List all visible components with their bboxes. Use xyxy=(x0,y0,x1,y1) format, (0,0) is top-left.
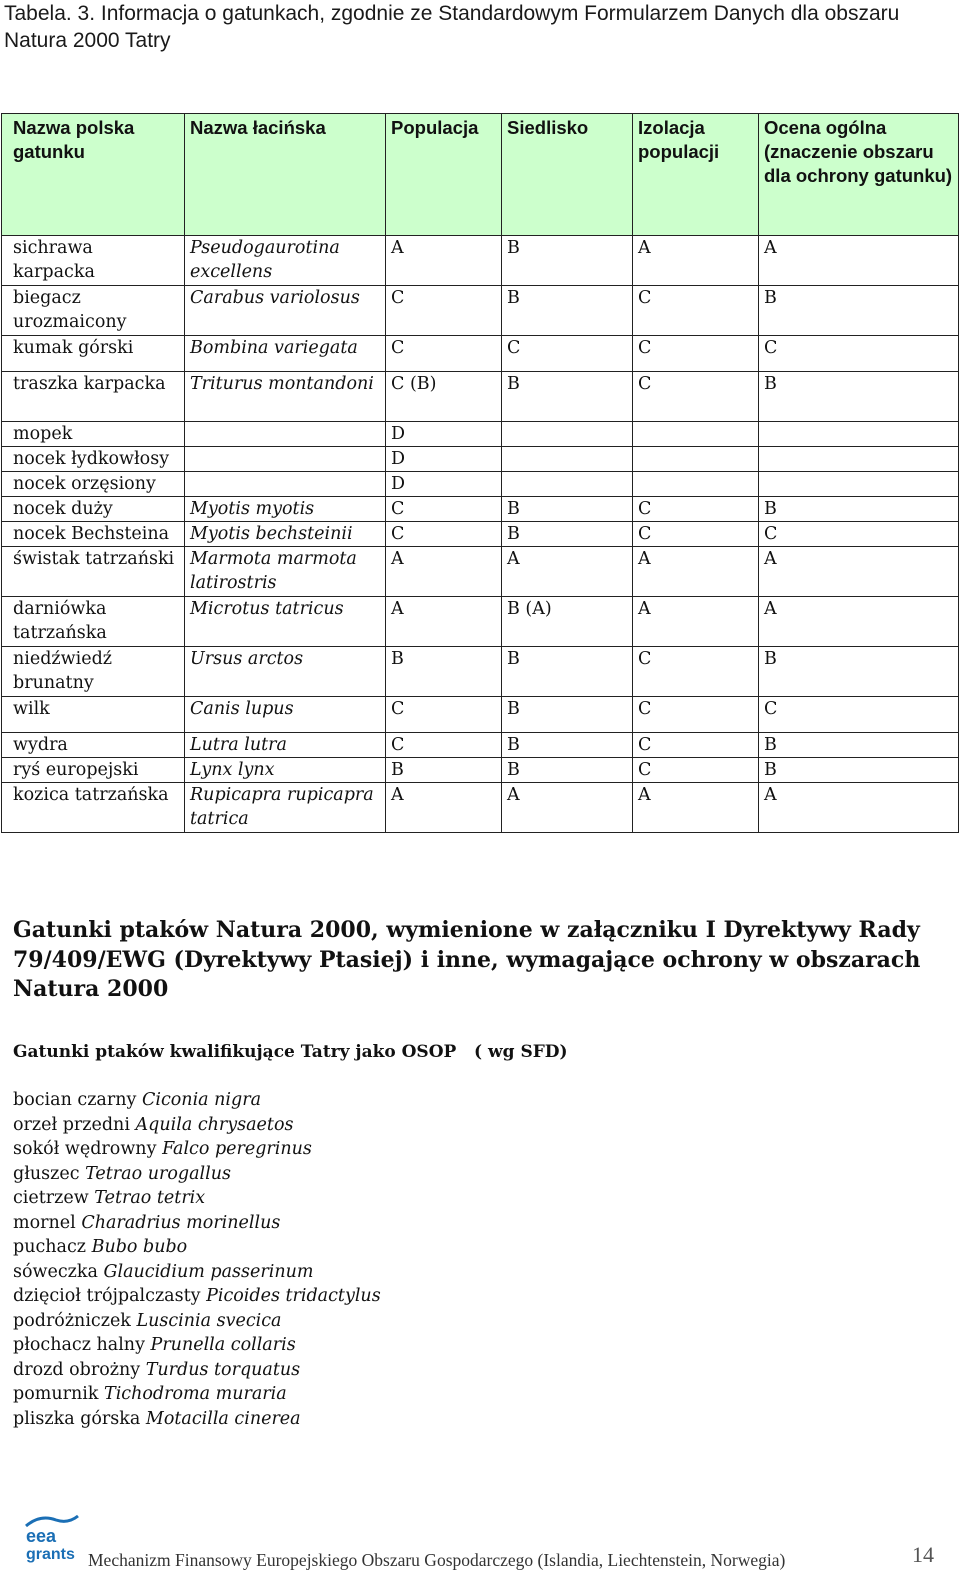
cell-habitat: C xyxy=(502,336,633,372)
cell-isolation: C xyxy=(633,336,759,372)
list-item xyxy=(13,1162,381,1187)
cell-habitat: B xyxy=(502,286,633,336)
cell-polish-name: nocek łydkowłosy xyxy=(2,447,185,472)
table-row xyxy=(2,236,959,286)
cell-isolation: A xyxy=(633,597,759,647)
cell-latin-name: Canis lupus xyxy=(185,697,386,733)
cell-isolation: C xyxy=(633,733,759,758)
cell-isolation xyxy=(633,447,759,472)
cell-habitat: B xyxy=(502,697,633,733)
table-row xyxy=(2,547,959,597)
cell-isolation: C xyxy=(633,497,759,522)
cell-polish-name: nocek duży xyxy=(2,497,185,522)
table-body xyxy=(2,236,959,833)
cell-overall-assessment: B xyxy=(759,497,959,522)
cell-population: C xyxy=(386,286,502,336)
cell-overall-assessment xyxy=(759,447,959,472)
cell-habitat: A xyxy=(502,783,633,833)
bird-polish-name: podróżniczek xyxy=(13,1310,131,1331)
cell-polish-name: biegacz urozmaicony xyxy=(2,286,185,336)
cell-overall-assessment: A xyxy=(759,547,959,597)
cell-isolation: C xyxy=(633,647,759,697)
cell-latin-name: Lynx lynx xyxy=(185,758,386,783)
bird-latin-name: Tichodroma muraria xyxy=(104,1384,287,1404)
cell-overall-assessment: C xyxy=(759,522,959,547)
cell-latin-name: Myotis bechsteinii xyxy=(185,522,386,547)
eea-grants-logo xyxy=(20,1512,84,1564)
cell-latin-name: Pseudogaurotina excellens xyxy=(185,236,386,286)
page-footer xyxy=(0,1504,960,1584)
bird-polish-name: pomurnik xyxy=(13,1384,99,1404)
cell-overall-assessment: B xyxy=(759,758,959,783)
table-header xyxy=(2,114,959,236)
table-row xyxy=(2,522,959,547)
table-row xyxy=(2,447,959,472)
cell-polish-name: mopek xyxy=(2,422,185,447)
list-item xyxy=(13,1309,381,1334)
table-row xyxy=(2,422,959,447)
cell-population: A xyxy=(386,597,502,647)
cell-overall-assessment: C xyxy=(759,697,959,733)
cell-isolation: A xyxy=(633,783,759,833)
cell-isolation: C xyxy=(633,697,759,733)
cell-latin-name: Rupicapra rupicapra tatrica xyxy=(185,783,386,833)
bird-latin-name: Aquila chrysaetos xyxy=(135,1114,294,1135)
page-title: Tabela. 3. Informacja o gatunkach, zgodnie ze Standardowym Formularzem Danych dla obszaru Natura 2000 Tatry xyxy=(4,2,900,52)
cell-habitat xyxy=(502,472,633,497)
bird-polish-name: orzeł przedni xyxy=(13,1114,130,1135)
bird-polish-name: pliszka górska xyxy=(13,1408,141,1429)
col-header-habitat: Siedlisko xyxy=(502,114,633,236)
bird-polish-name: cietrzew xyxy=(13,1188,89,1208)
col-header-overall-assessment: Ocena ogólna (znaczenie obszaru dla ochrony gatunku) xyxy=(759,114,959,236)
cell-population: B xyxy=(386,647,502,697)
cell-isolation: C xyxy=(633,372,759,422)
cell-polish-name: traszka karpacka xyxy=(2,372,185,422)
cell-population: D xyxy=(386,472,502,497)
list-item xyxy=(13,1088,381,1113)
cell-polish-name: nocek orzęsiony xyxy=(2,472,185,497)
bird-polish-name: drozd obrożny xyxy=(13,1359,141,1380)
cell-isolation xyxy=(633,472,759,497)
cell-polish-name: sichrawa karpacka xyxy=(2,236,185,286)
species-table xyxy=(1,113,959,833)
bird-latin-name: Tetrao urogallus xyxy=(85,1163,231,1184)
cell-isolation: A xyxy=(633,547,759,597)
cell-overall-assessment: A xyxy=(759,783,959,833)
table-row xyxy=(2,758,959,783)
table-row xyxy=(2,497,959,522)
cell-habitat: B (A) xyxy=(502,597,633,647)
table-row xyxy=(2,472,959,497)
cell-habitat: B xyxy=(502,758,633,783)
list-item xyxy=(13,1235,381,1260)
cell-habitat: B xyxy=(502,372,633,422)
table-row xyxy=(2,733,959,758)
cell-latin-name: Microtus tatricus xyxy=(185,597,386,647)
bird-polish-name: mornel xyxy=(13,1212,76,1233)
col-header-latin-name: Nazwa łacińska xyxy=(185,114,386,236)
cell-isolation: A xyxy=(633,236,759,286)
logo-text-eea: eea xyxy=(26,1526,57,1546)
bird-polish-name: sóweczka xyxy=(13,1261,98,1282)
cell-polish-name: kozica tatrzańska xyxy=(2,783,185,833)
cell-population: C xyxy=(386,522,502,547)
cell-latin-name xyxy=(185,472,386,497)
table-row xyxy=(2,372,959,422)
cell-overall-assessment: A xyxy=(759,236,959,286)
footer-text: Mechanizm Finansowy Europejskiego Obszaru Gospodarczego (Islandia, Liechtenstein, Norwegia) xyxy=(88,1550,786,1570)
table-row xyxy=(2,783,959,833)
cell-population: C (B) xyxy=(386,372,502,422)
bird-latin-name: Motacilla cinerea xyxy=(145,1408,301,1429)
col-header-isolation: Izolacja populacji xyxy=(633,114,759,236)
bird-latin-name: Tetrao tetrix xyxy=(94,1188,206,1208)
cell-population: A xyxy=(386,547,502,597)
cell-latin-name xyxy=(185,447,386,472)
table-row xyxy=(2,647,959,697)
col-header-population: Populacja xyxy=(386,114,502,236)
list-item xyxy=(13,1284,381,1309)
cell-population: C xyxy=(386,697,502,733)
logo-text-grants: grants xyxy=(26,1546,75,1563)
cell-habitat: B xyxy=(502,236,633,286)
cell-population: D xyxy=(386,422,502,447)
cell-polish-name: nocek Bechsteina xyxy=(2,522,185,547)
cell-habitat: B xyxy=(502,522,633,547)
table-row xyxy=(2,697,959,733)
cell-population: C xyxy=(386,336,502,372)
bird-species-list xyxy=(13,1088,381,1431)
cell-population: A xyxy=(386,783,502,833)
cell-population: C xyxy=(386,497,502,522)
cell-latin-name: Ursus arctos xyxy=(185,647,386,697)
cell-habitat xyxy=(502,422,633,447)
bird-latin-name: Prunella collaris xyxy=(150,1335,296,1355)
bird-latin-name: Luscinia svecica xyxy=(136,1310,282,1331)
cell-overall-assessment: B xyxy=(759,372,959,422)
cell-latin-name: Carabus variolosus xyxy=(185,286,386,336)
bird-polish-name: puchacz xyxy=(13,1237,86,1257)
cell-latin-name: Triturus montandoni xyxy=(185,372,386,422)
bird-latin-name: Falco peregrinus xyxy=(162,1139,312,1159)
cell-habitat: A xyxy=(502,547,633,597)
cell-latin-name: Myotis myotis xyxy=(185,497,386,522)
cell-overall-assessment xyxy=(759,472,959,497)
table-row xyxy=(2,597,959,647)
page-number: 14 xyxy=(912,1542,934,1567)
cell-habitat: B xyxy=(502,647,633,697)
cell-polish-name: kumak górski xyxy=(2,336,185,372)
cell-habitat: B xyxy=(502,733,633,758)
col-header-polish-name: Nazwa polska gatunku xyxy=(2,114,185,236)
cell-overall-assessment: B xyxy=(759,647,959,697)
birds-section-heading: Gatunki ptaków Natura 2000, wymienione w załączniku I Dyrektywy Rady 79/409/EWG (Dyrektywy Ptasiej) i inne, wymagające ochrony w obszarach Natura 2000 xyxy=(13,917,921,1002)
cell-overall-assessment: C xyxy=(759,336,959,372)
list-item xyxy=(13,1137,381,1162)
cell-polish-name: darniówka tatrzańska xyxy=(2,597,185,647)
bird-latin-name: Bubo bubo xyxy=(91,1237,188,1257)
bird-polish-name: sokół wędrowny xyxy=(13,1139,157,1159)
cell-habitat xyxy=(502,447,633,472)
cell-isolation: C xyxy=(633,286,759,336)
list-item xyxy=(13,1113,381,1138)
cell-latin-name: Marmota marmota latirostris xyxy=(185,547,386,597)
cell-habitat: B xyxy=(502,497,633,522)
bird-latin-name: Turdus torquatus xyxy=(145,1359,301,1380)
cell-population: C xyxy=(386,733,502,758)
cell-isolation xyxy=(633,422,759,447)
bird-polish-name: głuszec xyxy=(13,1163,80,1184)
cell-latin-name xyxy=(185,422,386,447)
bird-latin-name: Picoides tridactylus xyxy=(206,1286,381,1306)
cell-overall-assessment xyxy=(759,422,959,447)
list-item xyxy=(13,1211,381,1236)
cell-isolation: C xyxy=(633,758,759,783)
list-item xyxy=(13,1382,381,1407)
table-row xyxy=(2,286,959,336)
bird-polish-name: dzięcioł trójpalczasty xyxy=(13,1286,201,1306)
bird-polish-name: bocian czarny xyxy=(13,1090,137,1110)
cell-latin-name: Bombina variegata xyxy=(185,336,386,372)
cell-latin-name: Lutra lutra xyxy=(185,733,386,758)
cell-population: D xyxy=(386,447,502,472)
bird-latin-name: Glaucidium passerinum xyxy=(103,1261,314,1282)
list-item xyxy=(13,1407,381,1432)
cell-polish-name: wilk xyxy=(2,697,185,733)
cell-polish-name: ryś europejski xyxy=(2,758,185,783)
list-item xyxy=(13,1333,381,1358)
list-item xyxy=(13,1186,381,1211)
cell-polish-name: wydra xyxy=(2,733,185,758)
cell-isolation: C xyxy=(633,522,759,547)
cell-overall-assessment: A xyxy=(759,597,959,647)
list-item xyxy=(13,1260,381,1285)
bird-polish-name: płochacz halny xyxy=(13,1335,145,1355)
cell-overall-assessment: B xyxy=(759,286,959,336)
bird-latin-name: Ciconia nigra xyxy=(141,1090,262,1110)
cell-population: A xyxy=(386,236,502,286)
cell-population: B xyxy=(386,758,502,783)
bird-latin-name: Charadrius morinellus xyxy=(81,1212,281,1233)
birds-subheading: Gatunki ptaków kwalifikujące Tatry jako OSOP ( wg SFD) xyxy=(13,1042,568,1062)
cell-polish-name: świstak tatrzański xyxy=(2,547,185,597)
cell-polish-name: niedźwiedź brunatny xyxy=(2,647,185,697)
list-item xyxy=(13,1358,381,1383)
table-row xyxy=(2,336,959,372)
cell-overall-assessment: B xyxy=(759,733,959,758)
